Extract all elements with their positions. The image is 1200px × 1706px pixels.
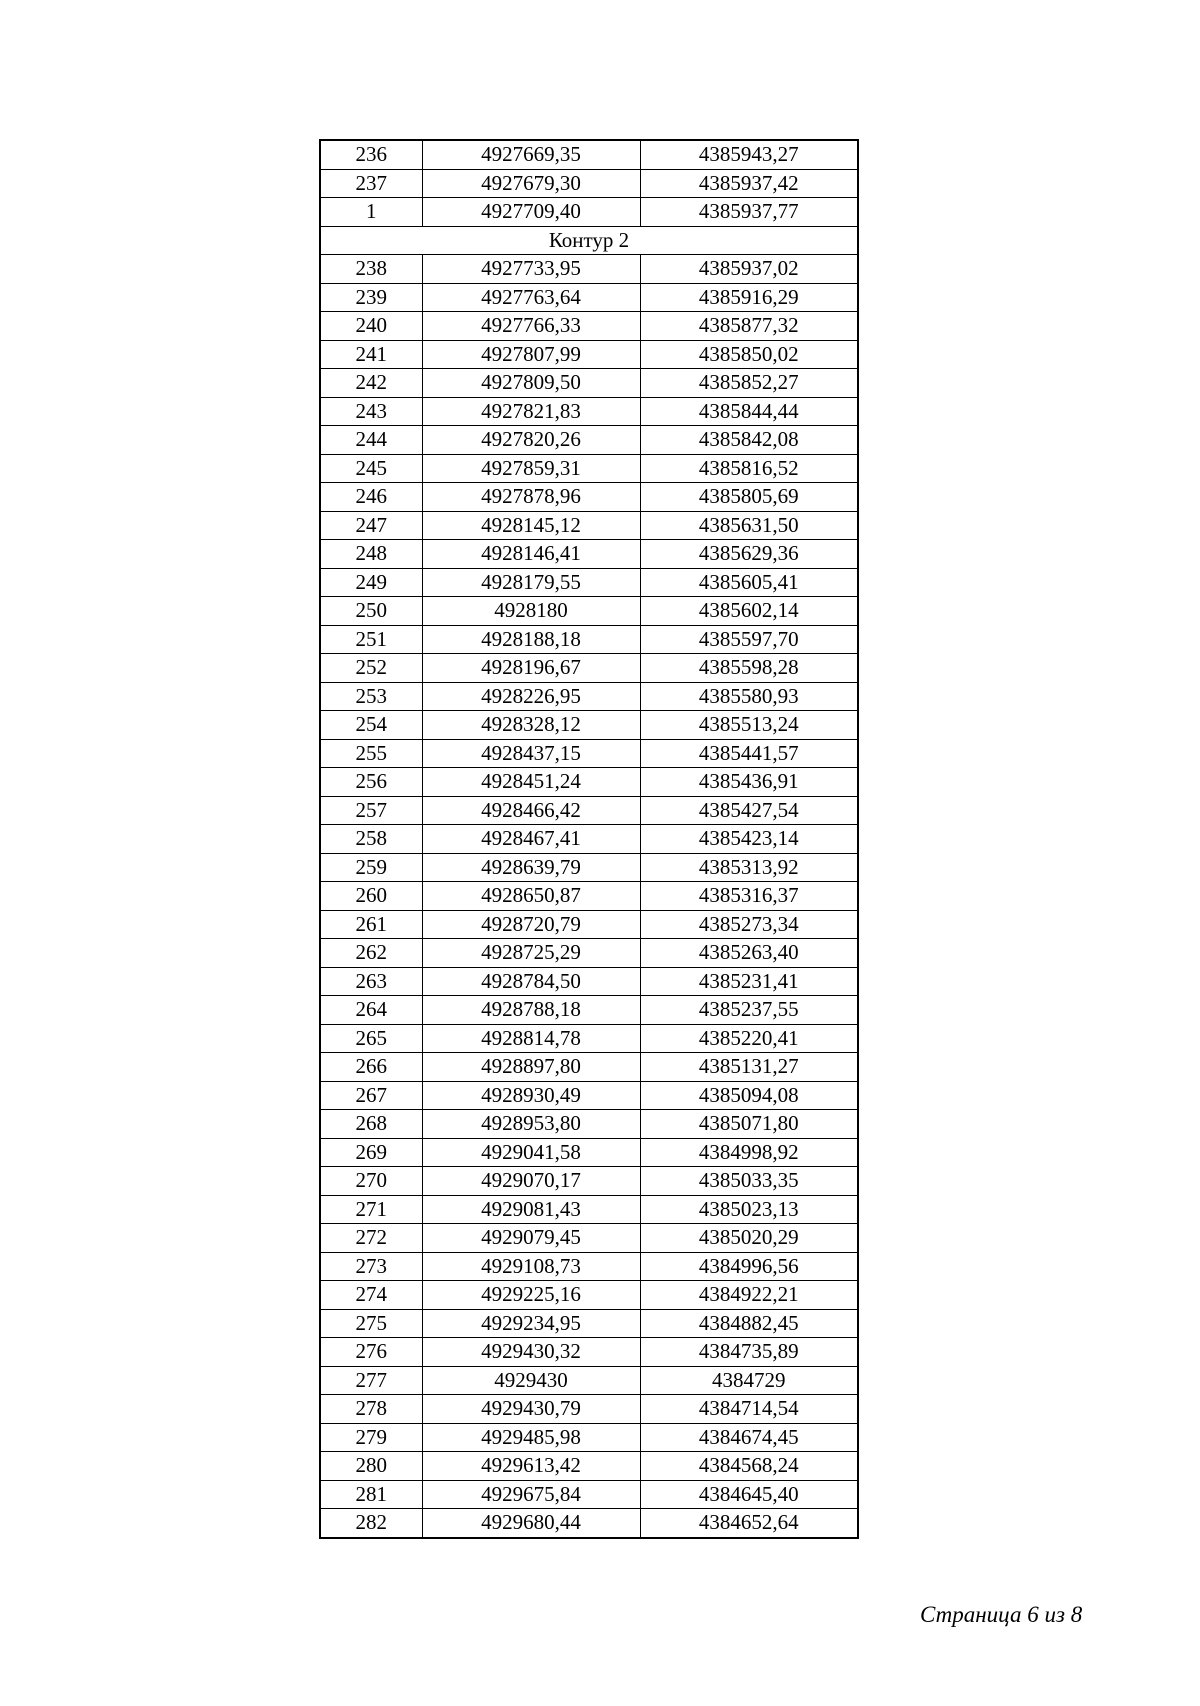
point-number-cell: 259	[320, 853, 422, 882]
table-row	[320, 796, 858, 825]
x-coordinate-cell: 4928466,42	[422, 796, 640, 825]
x-coordinate-cell: 4928953,80	[422, 1110, 640, 1139]
y-coordinate-cell: 4384652,64	[640, 1509, 858, 1538]
table-row	[320, 1509, 858, 1538]
x-coordinate-cell: 4927859,31	[422, 454, 640, 483]
table-row	[320, 682, 858, 711]
table-row	[320, 1281, 858, 1310]
point-number-cell: 263	[320, 967, 422, 996]
section-title: Контур 2	[320, 226, 858, 255]
point-number-cell: 278	[320, 1395, 422, 1424]
table-row	[320, 198, 858, 227]
point-number-cell: 260	[320, 882, 422, 911]
y-coordinate-cell: 4385423,14	[640, 825, 858, 854]
x-coordinate-cell: 4929680,44	[422, 1509, 640, 1538]
y-coordinate-cell: 4385937,77	[640, 198, 858, 227]
point-number-cell: 272	[320, 1224, 422, 1253]
table-row	[320, 1081, 858, 1110]
y-coordinate-cell: 4384674,45	[640, 1423, 858, 1452]
point-number-cell: 239	[320, 283, 422, 312]
x-coordinate-cell: 4929675,84	[422, 1480, 640, 1509]
table-row	[320, 939, 858, 968]
point-number-cell: 266	[320, 1053, 422, 1082]
y-coordinate-cell: 4385131,27	[640, 1053, 858, 1082]
point-number-cell: 269	[320, 1138, 422, 1167]
table-row	[320, 882, 858, 911]
table-row	[320, 1366, 858, 1395]
y-coordinate-cell: 4385842,08	[640, 426, 858, 455]
x-coordinate-cell: 4928467,41	[422, 825, 640, 854]
y-coordinate-cell: 4385316,37	[640, 882, 858, 911]
x-coordinate-cell: 4929041,58	[422, 1138, 640, 1167]
point-number-cell: 248	[320, 540, 422, 569]
table-row	[320, 825, 858, 854]
y-coordinate-cell: 4385023,13	[640, 1195, 858, 1224]
point-number-cell: 270	[320, 1167, 422, 1196]
y-coordinate-cell: 4385937,02	[640, 255, 858, 284]
point-number-cell: 236	[320, 140, 422, 169]
point-number-cell: 261	[320, 910, 422, 939]
y-coordinate-cell: 4385877,32	[640, 312, 858, 341]
x-coordinate-cell: 4927809,50	[422, 369, 640, 398]
y-coordinate-cell: 4385263,40	[640, 939, 858, 968]
point-number-cell: 276	[320, 1338, 422, 1367]
table-row	[320, 1252, 858, 1281]
y-coordinate-cell: 4385273,34	[640, 910, 858, 939]
x-coordinate-cell: 4928784,50	[422, 967, 640, 996]
point-number-cell: 247	[320, 511, 422, 540]
point-number-cell: 245	[320, 454, 422, 483]
point-number-cell: 281	[320, 1480, 422, 1509]
point-number-cell: 264	[320, 996, 422, 1025]
y-coordinate-cell: 4384996,56	[640, 1252, 858, 1281]
y-coordinate-cell: 4385937,42	[640, 169, 858, 198]
y-coordinate-cell: 4385605,41	[640, 568, 858, 597]
table-row	[320, 140, 858, 169]
point-number-cell: 253	[320, 682, 422, 711]
y-coordinate-cell: 4384568,24	[640, 1452, 858, 1481]
x-coordinate-cell: 4929430,79	[422, 1395, 640, 1424]
x-coordinate-cell: 4927820,26	[422, 426, 640, 455]
point-number-cell: 249	[320, 568, 422, 597]
table-row	[320, 1395, 858, 1424]
point-number-cell: 241	[320, 340, 422, 369]
point-number-cell: 277	[320, 1366, 422, 1395]
x-coordinate-cell: 4928179,55	[422, 568, 640, 597]
table-row	[320, 967, 858, 996]
table-row	[320, 1167, 858, 1196]
point-number-cell: 237	[320, 169, 422, 198]
table-row	[320, 768, 858, 797]
y-coordinate-cell: 4385629,36	[640, 540, 858, 569]
y-coordinate-cell: 4385237,55	[640, 996, 858, 1025]
x-coordinate-cell: 4929430	[422, 1366, 640, 1395]
point-number-cell: 246	[320, 483, 422, 512]
y-coordinate-cell: 4385850,02	[640, 340, 858, 369]
table-row	[320, 853, 858, 882]
x-coordinate-cell: 4927763,64	[422, 283, 640, 312]
point-number-cell: 257	[320, 796, 422, 825]
x-coordinate-cell: 4928226,95	[422, 682, 640, 711]
x-coordinate-cell: 4928897,80	[422, 1053, 640, 1082]
x-coordinate-cell: 4928188,18	[422, 625, 640, 654]
y-coordinate-cell: 4385094,08	[640, 1081, 858, 1110]
point-number-cell: 244	[320, 426, 422, 455]
x-coordinate-cell: 4927821,83	[422, 397, 640, 426]
table-row	[320, 511, 858, 540]
x-coordinate-cell: 4929108,73	[422, 1252, 640, 1281]
y-coordinate-cell: 4385020,29	[640, 1224, 858, 1253]
point-number-cell: 251	[320, 625, 422, 654]
coordinates-table	[319, 139, 859, 1539]
table-row	[320, 397, 858, 426]
x-coordinate-cell: 4928437,15	[422, 739, 640, 768]
y-coordinate-cell: 4385313,92	[640, 853, 858, 882]
y-coordinate-cell: 4385816,52	[640, 454, 858, 483]
x-coordinate-cell: 4928639,79	[422, 853, 640, 882]
y-coordinate-cell: 4385580,93	[640, 682, 858, 711]
y-coordinate-cell: 4385220,41	[640, 1024, 858, 1053]
point-number-cell: 252	[320, 654, 422, 683]
y-coordinate-cell: 4385852,27	[640, 369, 858, 398]
point-number-cell: 275	[320, 1309, 422, 1338]
table-row	[320, 739, 858, 768]
x-coordinate-cell: 4927679,30	[422, 169, 640, 198]
point-number-cell: 280	[320, 1452, 422, 1481]
point-number-cell: 250	[320, 597, 422, 626]
point-number-cell: 262	[320, 939, 422, 968]
point-number-cell: 279	[320, 1423, 422, 1452]
x-coordinate-cell: 4927709,40	[422, 198, 640, 227]
table-row	[320, 1224, 858, 1253]
x-coordinate-cell: 4928650,87	[422, 882, 640, 911]
table-row	[320, 711, 858, 740]
y-coordinate-cell: 4385631,50	[640, 511, 858, 540]
x-coordinate-cell: 4927669,35	[422, 140, 640, 169]
section-header-row	[320, 226, 858, 255]
table-row	[320, 1138, 858, 1167]
table-row	[320, 625, 858, 654]
point-number-cell: 254	[320, 711, 422, 740]
y-coordinate-cell: 4384922,21	[640, 1281, 858, 1310]
table-row	[320, 1423, 858, 1452]
point-number-cell: 267	[320, 1081, 422, 1110]
table-row	[320, 1053, 858, 1082]
x-coordinate-cell: 4928328,12	[422, 711, 640, 740]
page-number: Страница 6 из 8	[920, 1602, 1083, 1627]
point-number-cell: 238	[320, 255, 422, 284]
table-row	[320, 283, 858, 312]
y-coordinate-cell: 4385513,24	[640, 711, 858, 740]
y-coordinate-cell: 4385441,57	[640, 739, 858, 768]
point-number-cell: 243	[320, 397, 422, 426]
x-coordinate-cell: 4928145,12	[422, 511, 640, 540]
y-coordinate-cell: 4385943,27	[640, 140, 858, 169]
table-row	[320, 312, 858, 341]
table-row	[320, 910, 858, 939]
x-coordinate-cell: 4928720,79	[422, 910, 640, 939]
point-number-cell: 256	[320, 768, 422, 797]
x-coordinate-cell: 4928814,78	[422, 1024, 640, 1053]
y-coordinate-cell: 4385427,54	[640, 796, 858, 825]
point-number-cell: 1	[320, 198, 422, 227]
x-coordinate-cell: 4927878,96	[422, 483, 640, 512]
x-coordinate-cell: 4928725,29	[422, 939, 640, 968]
x-coordinate-cell: 4929430,32	[422, 1338, 640, 1367]
table-row	[320, 483, 858, 512]
y-coordinate-cell: 4385436,91	[640, 768, 858, 797]
y-coordinate-cell: 4384729	[640, 1366, 858, 1395]
y-coordinate-cell: 4385844,44	[640, 397, 858, 426]
table-row	[320, 340, 858, 369]
y-coordinate-cell: 4385597,70	[640, 625, 858, 654]
table-row	[320, 1110, 858, 1139]
table-row	[320, 1024, 858, 1053]
table-row	[320, 654, 858, 683]
y-coordinate-cell: 4385805,69	[640, 483, 858, 512]
x-coordinate-cell: 4929485,98	[422, 1423, 640, 1452]
x-coordinate-cell: 4927807,99	[422, 340, 640, 369]
x-coordinate-cell: 4928788,18	[422, 996, 640, 1025]
x-coordinate-cell: 4928930,49	[422, 1081, 640, 1110]
point-number-cell: 282	[320, 1509, 422, 1538]
table-row	[320, 255, 858, 284]
x-coordinate-cell: 4928196,67	[422, 654, 640, 683]
y-coordinate-cell: 4385231,41	[640, 967, 858, 996]
table-row	[320, 169, 858, 198]
y-coordinate-cell: 4385602,14	[640, 597, 858, 626]
point-number-cell: 265	[320, 1024, 422, 1053]
table-row	[320, 369, 858, 398]
x-coordinate-cell: 4929234,95	[422, 1309, 640, 1338]
table-row	[320, 568, 858, 597]
table-row	[320, 540, 858, 569]
x-coordinate-cell: 4929079,45	[422, 1224, 640, 1253]
table-row	[320, 1452, 858, 1481]
table-row	[320, 1195, 858, 1224]
point-number-cell: 240	[320, 312, 422, 341]
x-coordinate-cell: 4929070,17	[422, 1167, 640, 1196]
y-coordinate-cell: 4384714,54	[640, 1395, 858, 1424]
y-coordinate-cell: 4385598,28	[640, 654, 858, 683]
point-number-cell: 274	[320, 1281, 422, 1310]
point-number-cell: 255	[320, 739, 422, 768]
y-coordinate-cell: 4384735,89	[640, 1338, 858, 1367]
y-coordinate-cell: 4384998,92	[640, 1138, 858, 1167]
table-row	[320, 1338, 858, 1367]
table-row	[320, 1480, 858, 1509]
point-number-cell: 273	[320, 1252, 422, 1281]
x-coordinate-cell: 4929081,43	[422, 1195, 640, 1224]
table-row	[320, 454, 858, 483]
table-row	[320, 1309, 858, 1338]
x-coordinate-cell: 4928180	[422, 597, 640, 626]
point-number-cell: 268	[320, 1110, 422, 1139]
table-row	[320, 597, 858, 626]
x-coordinate-cell: 4929613,42	[422, 1452, 640, 1481]
x-coordinate-cell: 4927733,95	[422, 255, 640, 284]
y-coordinate-cell: 4385033,35	[640, 1167, 858, 1196]
point-number-cell: 242	[320, 369, 422, 398]
table-row	[320, 426, 858, 455]
coordinates-table-body	[320, 140, 858, 1538]
x-coordinate-cell: 4928451,24	[422, 768, 640, 797]
x-coordinate-cell: 4929225,16	[422, 1281, 640, 1310]
y-coordinate-cell: 4385916,29	[640, 283, 858, 312]
x-coordinate-cell: 4928146,41	[422, 540, 640, 569]
y-coordinate-cell: 4385071,80	[640, 1110, 858, 1139]
point-number-cell: 271	[320, 1195, 422, 1224]
point-number-cell: 258	[320, 825, 422, 854]
y-coordinate-cell: 4384645,40	[640, 1480, 858, 1509]
table-row	[320, 996, 858, 1025]
x-coordinate-cell: 4927766,33	[422, 312, 640, 341]
y-coordinate-cell: 4384882,45	[640, 1309, 858, 1338]
